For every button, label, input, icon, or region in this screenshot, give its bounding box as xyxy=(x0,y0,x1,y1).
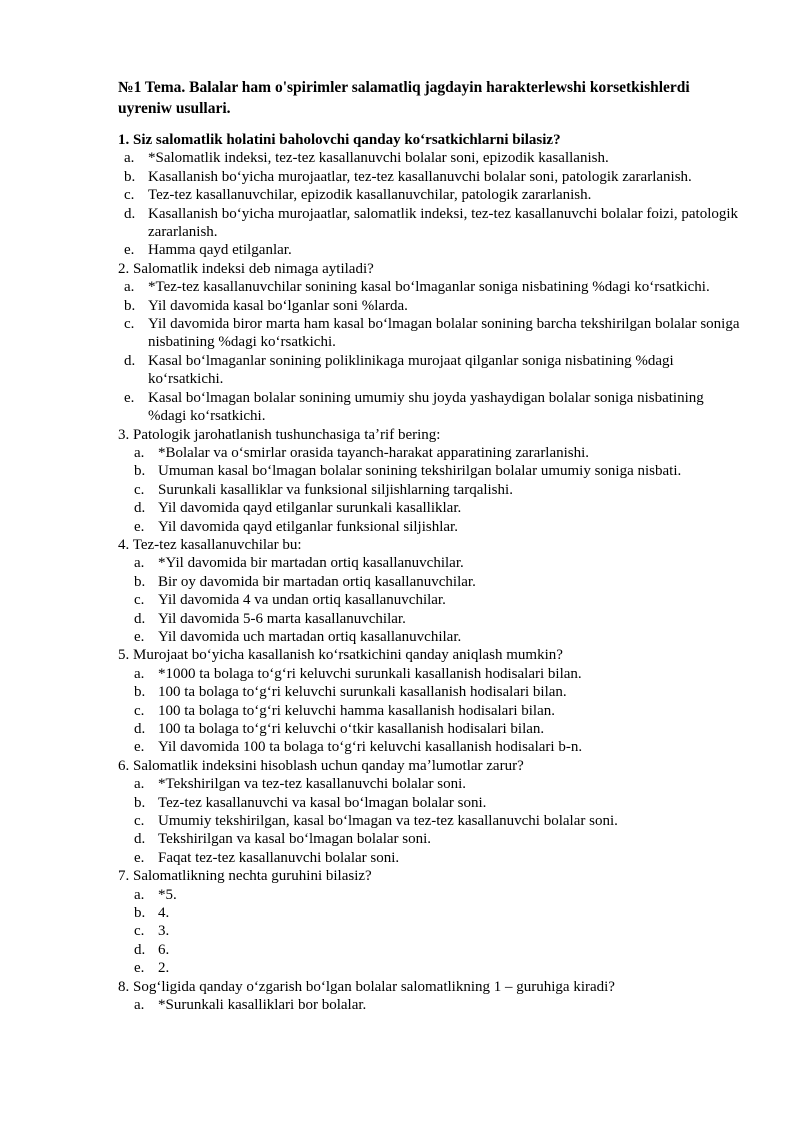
answer-option xyxy=(118,149,744,167)
answer-option xyxy=(118,665,744,683)
option-letter: a. xyxy=(134,665,145,682)
option-text: Tez-tez kasallanuvchi va kasal boʻlmagan bolalar soni. xyxy=(158,794,487,811)
question-text: 5. Murojaat boʻyicha kasallanish koʻrsatkichini qanday aniqlash mumkin? xyxy=(118,647,563,664)
answer-option xyxy=(118,849,744,867)
question-4 xyxy=(118,536,744,646)
answer-option xyxy=(118,628,744,646)
option-letter: d. xyxy=(134,500,146,517)
answer-option xyxy=(118,444,744,462)
option-text: Umuman kasal boʻlmagan bolalar sonining tekshirilgan bolalar umumiy soniga nisbati. xyxy=(158,463,682,480)
question-3 xyxy=(118,426,744,536)
option-text: *1000 ta bolaga toʻgʻri keluvchi surunkali kasallanish hodisalari bilan. xyxy=(158,665,582,682)
option-text: Hamma qayd etilganlar. xyxy=(148,242,292,259)
option-text: Yil davomida qayd etilganlar surunkali kasalliklar. xyxy=(158,500,462,517)
answer-option xyxy=(118,886,744,904)
option-text: Yil davomida 4 va undan ortiq kasallanuvchilar. xyxy=(158,592,446,609)
option-letter: d. xyxy=(134,941,146,958)
question-text: 1. Siz salomatlik holatini baholovchi qanday koʻrsatkichlarni bilasiz? xyxy=(118,132,561,148)
answer-option xyxy=(118,941,744,959)
question-list xyxy=(118,131,744,1015)
option-letter: c. xyxy=(134,923,145,940)
option-letter: c. xyxy=(124,187,135,204)
option-letter: e. xyxy=(134,849,145,866)
answer-option xyxy=(118,959,744,977)
option-text: Kasal boʻlmagan bolalar sonining umumiy shu joyda yashaydigan bolalar soniga nisbatining %dagi koʻrsatkichi. xyxy=(148,389,704,425)
answer-option xyxy=(118,168,744,186)
answer-option xyxy=(118,720,744,738)
option-letter: d. xyxy=(134,831,146,848)
option-text: 2. xyxy=(158,960,170,977)
question-6 xyxy=(118,757,744,867)
option-text: *Tekshirilgan va tez-tez kasallanuvchi bolalar soni. xyxy=(158,776,467,793)
answer-option xyxy=(118,683,744,701)
answer-option xyxy=(118,830,744,848)
answer-option xyxy=(118,499,744,517)
option-letter: b. xyxy=(124,297,136,314)
option-text: Kasallanish boʻyicha murojaatlar, tez-tez kasallanuvchi bolalar soni, patologik zararlanish. xyxy=(148,168,692,185)
option-text: 100 ta bolaga toʻgʻri keluvchi hamma kasallanish hodisalari bilan. xyxy=(158,702,555,719)
answer-options xyxy=(118,886,744,978)
answer-option xyxy=(118,554,744,572)
answer-option xyxy=(118,573,744,591)
option-letter: e. xyxy=(124,242,135,259)
option-letter: e. xyxy=(134,960,145,977)
option-letter: a. xyxy=(134,776,145,793)
option-letter: a. xyxy=(124,150,135,167)
question-2 xyxy=(118,260,744,426)
option-text: Yil davomida 100 ta bolaga toʻgʻri keluvchi kasallanish hodisalari b-n. xyxy=(158,739,583,756)
option-letter: a. xyxy=(134,886,145,903)
answer-option xyxy=(118,315,744,352)
option-text: Kasal boʻlmaganlar sonining poliklinikaga murojaat qilganlar soniga nisbatining %dagi koʻrsatkichi. xyxy=(148,352,674,388)
option-letter: a. xyxy=(134,444,145,461)
option-letter: d. xyxy=(124,352,136,369)
question-8 xyxy=(118,978,744,1015)
answer-option xyxy=(118,352,744,389)
option-letter: c. xyxy=(134,592,145,609)
answer-option xyxy=(118,996,744,1014)
option-letter: a. xyxy=(134,997,145,1014)
option-letter: a. xyxy=(124,279,135,296)
answer-option xyxy=(118,462,744,480)
option-letter: b. xyxy=(134,905,146,922)
option-letter: c. xyxy=(134,813,145,830)
answer-options xyxy=(118,554,744,646)
document-title: №1 Tema. Balalar ham o'spirimler salamatliq jagdayin harakterlewshi korsetkishlerdi uyreniw usullari. xyxy=(118,79,690,117)
question-text: 4. Tez-tez kasallanuvchilar bu: xyxy=(118,536,302,553)
option-text: Yil davomida qayd etilganlar funksional siljishlar. xyxy=(158,518,458,535)
answer-option xyxy=(118,205,744,242)
question-7 xyxy=(118,867,744,977)
answer-option xyxy=(118,904,744,922)
option-text: Kasallanish boʻyicha murojaatlar, salomatlik indeksi, tez-tez kasallanuvchi bolalar foizi, patologik zararlanish. xyxy=(148,205,739,241)
option-text: 100 ta bolaga toʻgʻri keluvchi surunkali kasallanish hodisalari bilan. xyxy=(158,684,567,701)
answer-option xyxy=(118,481,744,499)
option-text: Bir oy davomida bir martadan ortiq kasallanuvchilar. xyxy=(158,573,476,590)
option-text: *Tez-tez kasallanuvchilar sonining kasal boʻlmaganlar soniga nisbatining %dagi koʻrsatkichi. xyxy=(148,279,710,296)
question-5 xyxy=(118,646,744,756)
answer-option xyxy=(118,775,744,793)
option-text: 3. xyxy=(158,923,170,940)
answer-option xyxy=(118,241,744,259)
option-letter: d. xyxy=(134,610,146,627)
option-text: Yil davomida biror marta ham kasal boʻlmagan bolalar sonining barcha tekshirilgan bolalar soniga nisbatining %dagi koʻrsatkichi. xyxy=(148,316,740,351)
option-text: *Bolalar va oʻsmirlar orasida tayanch-harakat apparatining zararlanishi. xyxy=(158,444,590,461)
option-letter: d. xyxy=(124,205,136,222)
answer-options xyxy=(118,444,744,536)
answer-option xyxy=(118,922,744,940)
answer-option xyxy=(118,186,744,204)
option-text: *Surunkali kasalliklari bor bolalar. xyxy=(158,997,367,1014)
option-letter: a. xyxy=(134,555,145,572)
option-text: Tekshirilgan va kasal boʻlmagan bolalar soni. xyxy=(158,831,432,848)
option-text: Faqat tez-tez kasallanuvchi bolalar soni. xyxy=(158,849,400,866)
option-text: 100 ta bolaga toʻgʻri keluvchi oʻtkir kasallanish hodisalari bilan. xyxy=(158,721,545,737)
option-letter: e. xyxy=(134,628,145,645)
option-text: Yil davomida uch martadan ortiq kasallanuvchilar. xyxy=(158,628,462,645)
answer-option xyxy=(118,812,744,830)
option-letter: c. xyxy=(124,316,135,333)
option-text: Tez-tez kasallanuvchilar, epizodik kasallanuvchilar, patologik zararlanish. xyxy=(148,187,592,204)
option-letter: e. xyxy=(134,739,145,756)
answer-options xyxy=(118,278,744,425)
answer-option xyxy=(118,297,744,315)
answer-options xyxy=(118,996,744,1014)
option-letter: b. xyxy=(134,794,146,811)
answer-options xyxy=(118,775,744,867)
answer-option xyxy=(118,610,744,628)
option-text: Yil davomida 5-6 marta kasallanuvchilar. xyxy=(158,610,406,627)
answer-option xyxy=(118,278,744,296)
answer-option xyxy=(118,794,744,812)
option-text: *Yil davomida bir martadan ortiq kasallanuvchilar. xyxy=(158,555,464,572)
option-letter: e. xyxy=(134,518,145,535)
option-letter: c. xyxy=(134,702,145,719)
question-1 xyxy=(118,131,744,260)
answer-option xyxy=(118,518,744,536)
option-letter: b. xyxy=(134,463,146,480)
option-text: Surunkali kasalliklar va funksional siljishlarning tarqalishi. xyxy=(158,481,513,498)
option-letter: b. xyxy=(124,168,136,185)
option-text: *5. xyxy=(158,886,177,903)
option-text: Yil davomida kasal boʻlganlar soni %larda. xyxy=(148,297,408,314)
answer-option xyxy=(118,738,744,756)
option-letter: b. xyxy=(134,573,146,590)
option-text: 4. xyxy=(158,905,170,922)
option-letter: c. xyxy=(134,481,145,498)
question-text: 7. Salomatlikning nechta guruhini bilasiz? xyxy=(118,868,372,885)
question-text: 2. Salomatlik indeksi deb nimaga aytiladi? xyxy=(118,260,374,277)
answer-options xyxy=(118,149,744,259)
option-text: *Salomatlik indeksi, tez-tez kasallanuvchi bolalar soni, epizodik kasallanish. xyxy=(148,150,609,167)
question-text: 6. Salomatlik indeksini hisoblash uchun qanday maʼlumotlar zarur? xyxy=(118,757,524,774)
answer-options xyxy=(118,665,744,757)
option-letter: e. xyxy=(124,389,135,406)
answer-option xyxy=(118,389,744,426)
question-text: 8. Sogʻligida qanday oʻzgarish boʻlgan bolalar salomatlikning 1 – guruhiga kiradi? xyxy=(118,978,615,995)
answer-option xyxy=(118,591,744,609)
option-letter: d. xyxy=(134,721,146,737)
option-letter: b. xyxy=(134,684,146,701)
answer-option xyxy=(118,702,744,720)
option-text: Umumiy tekshirilgan, kasal boʻlmagan va tez-tez kasallanuvchi bolalar soni. xyxy=(158,813,618,830)
option-text: 6. xyxy=(158,941,170,958)
question-text: 3. Patologik jarohatlanish tushunchasiga taʼrif bering: xyxy=(118,426,441,443)
